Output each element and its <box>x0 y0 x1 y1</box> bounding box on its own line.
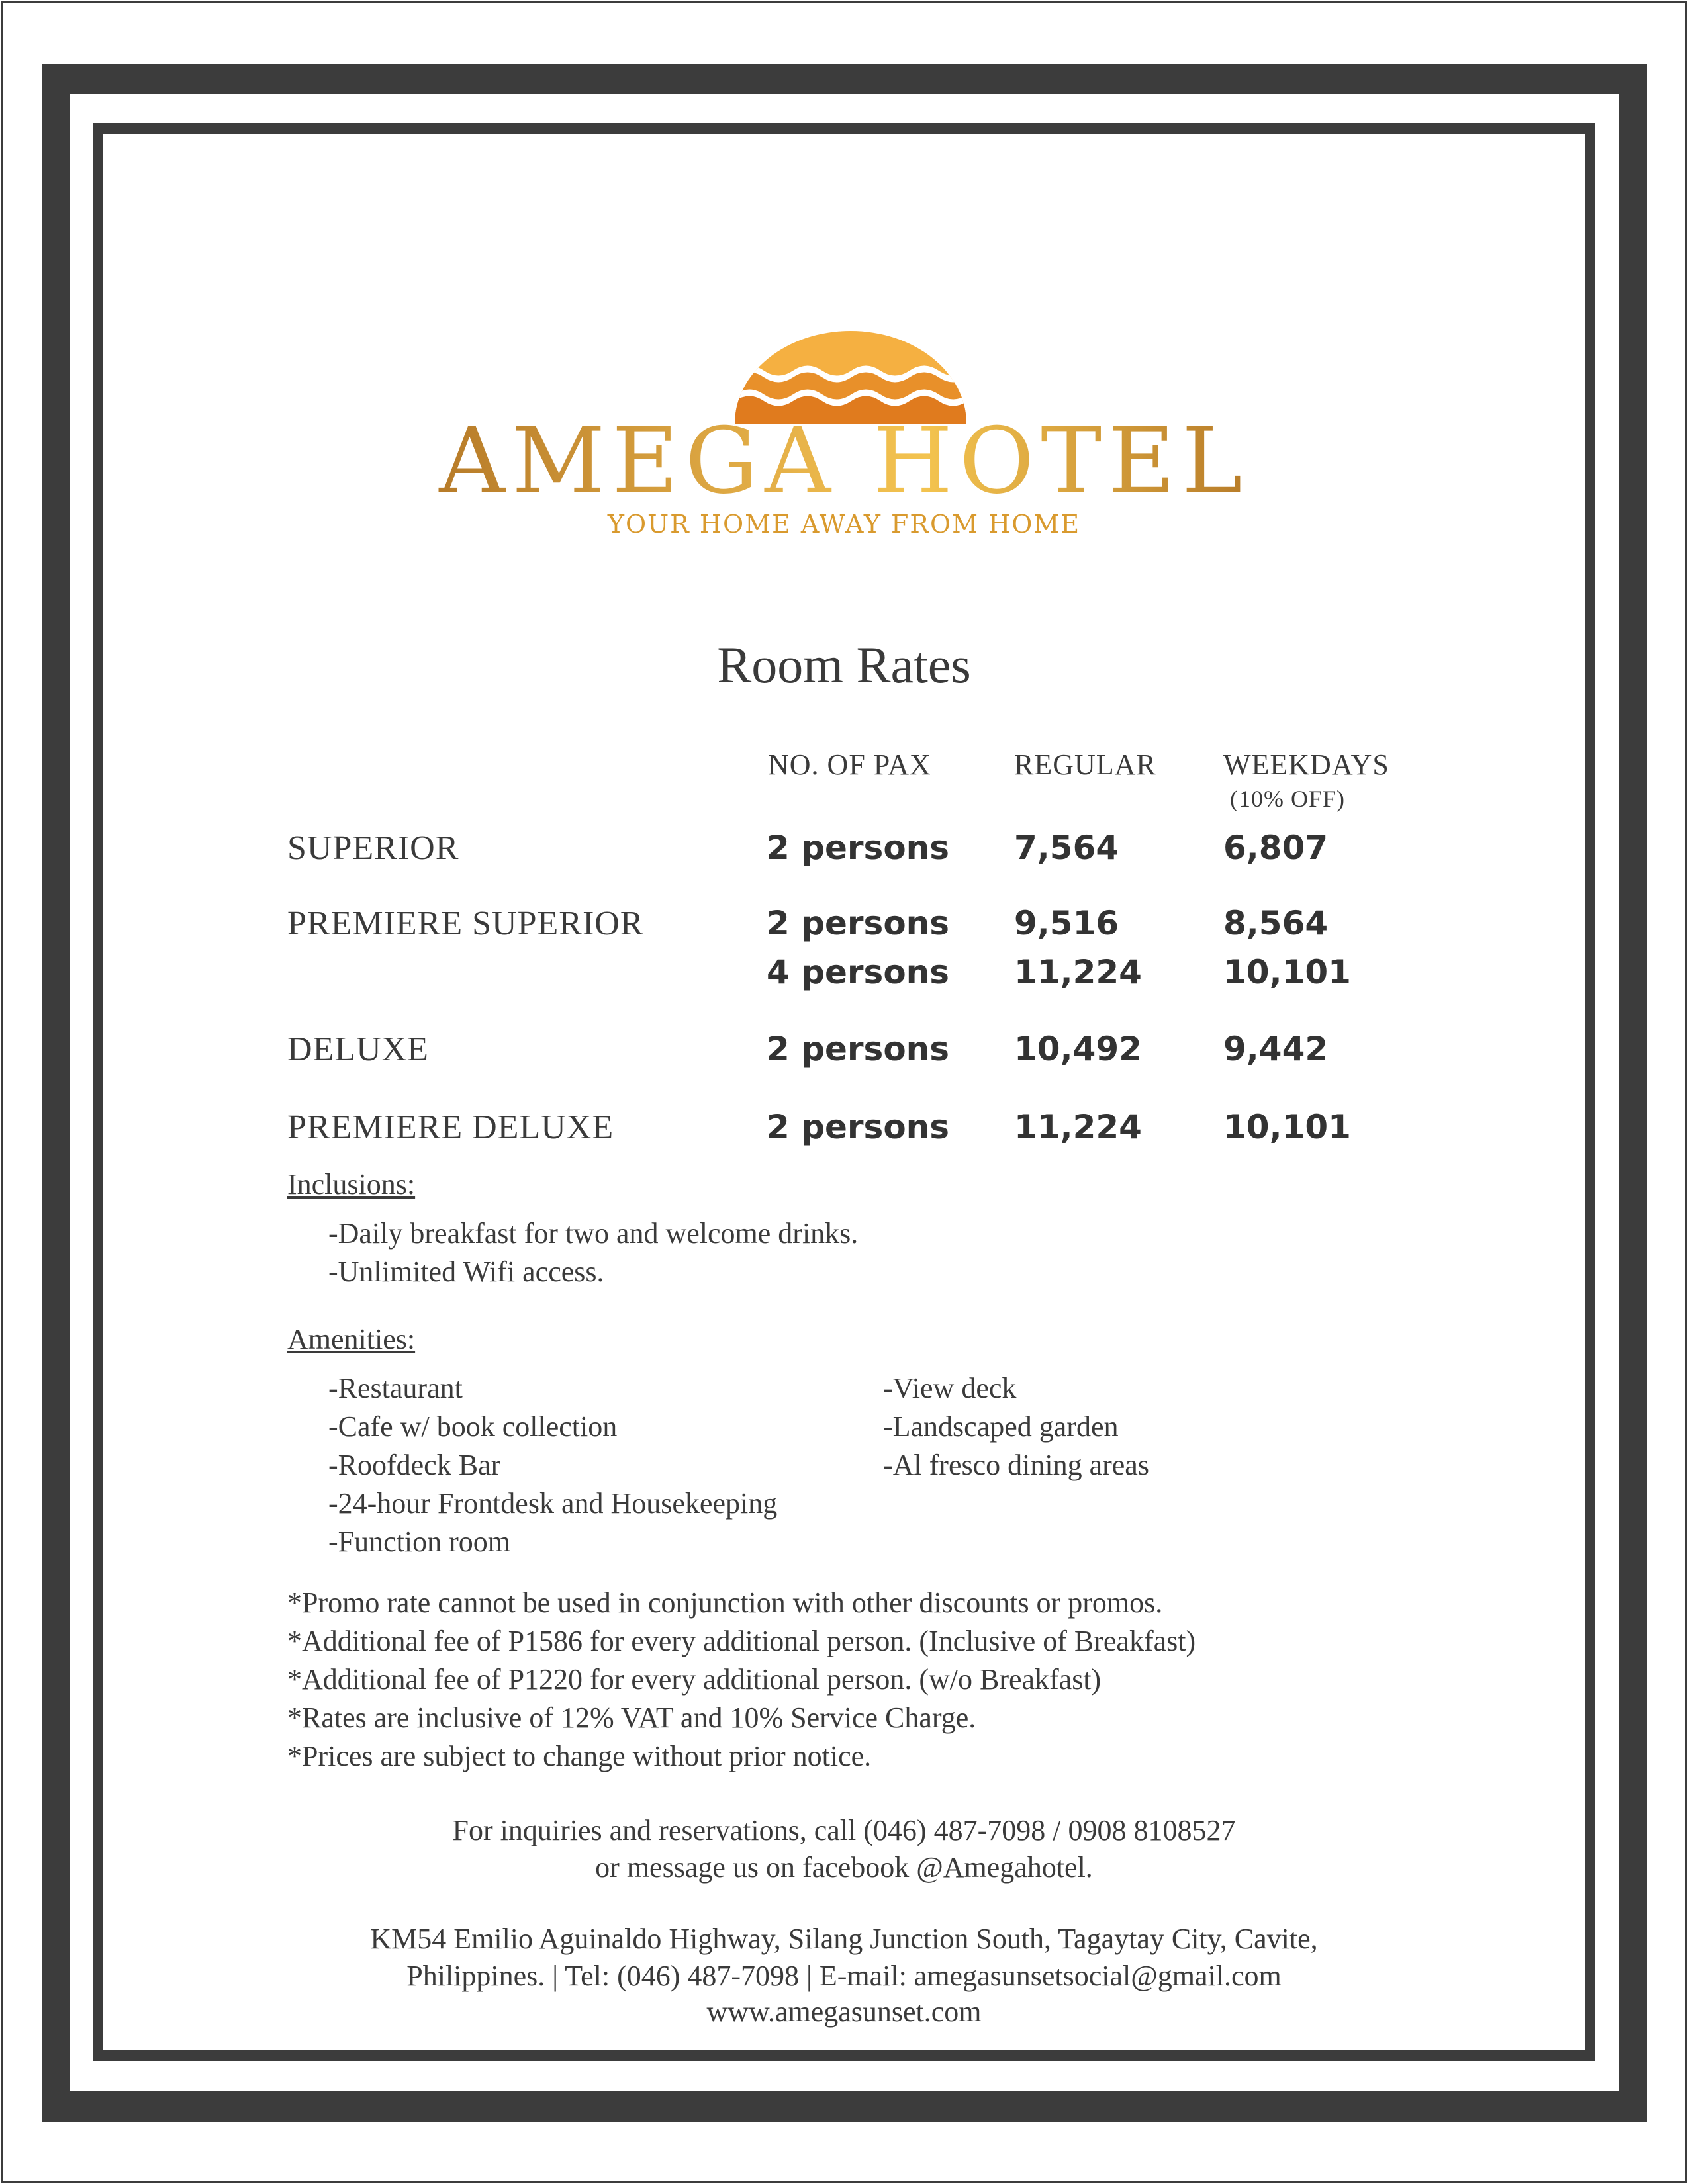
rate-weekdays: 8,564 <box>1223 904 1329 942</box>
hotel-tagline: YOUR HOME AWAY FROM HOME <box>607 510 1081 539</box>
rate-regular: 11,224 <box>1014 953 1142 991</box>
rate-regular: 10,492 <box>1014 1030 1142 1068</box>
amenity-item: -View deck <box>883 1372 1017 1404</box>
inclusion-item: -Daily breakfast for two and welcome drinks. <box>328 1217 859 1250</box>
rate-weekdays: 10,101 <box>1223 953 1351 991</box>
rate-pax: 4 persons <box>767 953 950 991</box>
room-name: PREMIERE DELUXE <box>287 1109 614 1146</box>
room-name: DELUXE <box>287 1030 429 1068</box>
rate-regular: 9,516 <box>1014 904 1119 942</box>
page-title: Room Rates <box>717 636 971 694</box>
terms-note: *Prices are subject to change without prior notice. <box>287 1740 872 1772</box>
rate-weekdays: 9,442 <box>1223 1030 1329 1068</box>
hotel-name-logo: AMEGA HOTEL <box>430 416 1258 507</box>
amenity-item: -Al fresco dining areas <box>883 1449 1149 1481</box>
rate-pax: 2 persons <box>767 1108 950 1146</box>
rate-weekdays: 6,807 <box>1223 829 1329 867</box>
inquiry-line: For inquiries and reservations, call (046) 487-7098 / 0908 8108527 <box>452 1814 1236 1846</box>
rate-weekdays: 10,101 <box>1223 1108 1351 1146</box>
inclusions-heading: Inclusions: <box>287 1168 416 1201</box>
column-header-weekdays-discount: (10% OFF) <box>1230 786 1346 812</box>
rate-pax: 2 persons <box>767 904 950 942</box>
amenity-item: -Roofdeck Bar <box>328 1449 501 1481</box>
address-line: KM54 Emilio Aguinaldo Highway, Silang Junction South, Tagaytay City, Cavite, <box>370 1923 1318 1955</box>
rate-pax: 2 persons <box>767 829 950 867</box>
room-name: PREMIERE SUPERIOR <box>287 905 644 942</box>
column-header-pax: NO. OF PAX <box>768 749 931 781</box>
rate-pax: 2 persons <box>767 1030 950 1068</box>
inquiry-line: or message us on facebook @Amegahotel. <box>595 1851 1093 1884</box>
terms-note: *Promo rate cannot be used in conjunction with other discounts or promos. <box>287 1586 1163 1619</box>
rate-regular: 7,564 <box>1014 829 1119 867</box>
rate-regular: 11,224 <box>1014 1108 1142 1146</box>
amenity-item: -Restaurant <box>328 1372 463 1404</box>
amenities-heading: Amenities: <box>287 1323 416 1355</box>
terms-note: *Additional fee of P1220 for every additional person. (w/o Breakfast) <box>287 1663 1102 1696</box>
amenity-item: -24-hour Frontdesk and Housekeeping <box>328 1487 778 1520</box>
amenity-item: -Landscaped garden <box>883 1410 1119 1443</box>
column-header-regular: REGULAR <box>1014 749 1156 781</box>
column-header-weekdays: WEEKDAYS <box>1223 749 1389 781</box>
inclusion-item: -Unlimited Wifi access. <box>328 1255 604 1288</box>
amenity-item: -Cafe w/ book collection <box>328 1410 618 1443</box>
room-name: SUPERIOR <box>287 829 459 867</box>
website-link[interactable]: www.amegasunset.com <box>706 1995 982 2028</box>
amenity-item: -Function room <box>328 1525 510 1558</box>
terms-note: *Additional fee of P1586 for every additional person. (Inclusive of Breakfast) <box>287 1625 1196 1657</box>
address-line: Philippines. | Tel: (046) 487-7098 | E-mail: amegasunsetsocial@gmail.com <box>406 1960 1282 1992</box>
terms-note: *Rates are inclusive of 12% VAT and 10% Service Charge. <box>287 1702 976 1734</box>
